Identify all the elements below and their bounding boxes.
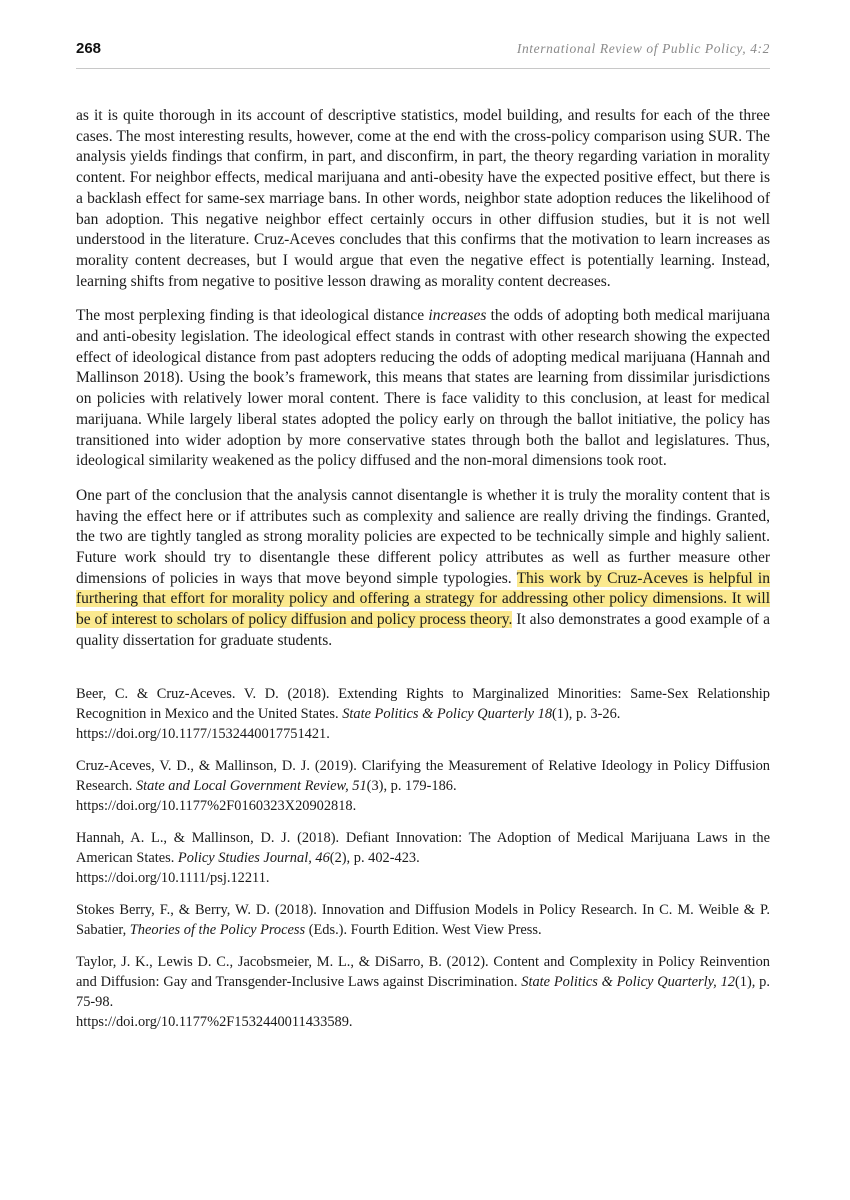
article-body: [76, 106, 770, 1044]
paragraph-1: [76, 106, 770, 292]
reference-doi-link[interactable]: https://doi.org/10.1177%2F0160323X20902818.: [76, 797, 357, 814]
header-rule: [76, 68, 770, 69]
paragraph-text: One part of the conclusion that the analysis cannot disentangle is whether it is truly the morality content that is having the effect here or if attributes such as complexity and salience are really driving the findings. Granted, the two are tightly tangled as strong morality policies are expected to be technically simple and highly salient. Future work should try to disentangle these different policy attributes as well as further measure other dimensions of policies in ways that move beyond simple typologies.: [76, 486, 770, 587]
reference-doi-link[interactable]: https://doi.org/10.1111/psj.12211.: [76, 869, 270, 886]
references-list: [76, 684, 770, 1032]
reference-text: Stokes Berry, F., & Berry, W. D. (2018). Innovation and Diffusion Models in Policy Research. In C. M. Weible & P. Sabatier,: [76, 901, 770, 938]
reference-journal: Policy Studies Journal, 46: [177, 849, 330, 866]
reference-doi-link[interactable]: https://doi.org/10.1177%2F1532440011433589.: [76, 1013, 353, 1030]
reference-text: (1), p. 3-26.: [552, 705, 621, 722]
reference-item: [76, 900, 770, 940]
reference-text: Beer, C. & Cruz-Aceves. V. D. (2018). Extending Rights to Marginalized Minorities: Same-Sex Relationship Recognition in Mexico and the United States.: [76, 685, 770, 722]
reference-text: (1), p. 75-98.: [76, 973, 770, 1010]
reference-text: (2), p. 402-423.: [329, 849, 420, 866]
reference-text: Cruz-Aceves, V. D., & Mallinson, D. J. (2019). Clarifying the Measurement of Relative Ideology in Policy Diffusion Research.: [76, 757, 770, 794]
page-header: [76, 40, 770, 57]
reference-book-title: Theories of the Policy Process: [129, 921, 306, 938]
paragraph-text: It also demonstrates a good example of a quality dissertation for graduate students.: [76, 611, 770, 649]
reference-item: [76, 684, 770, 744]
emphasis-text: increases: [428, 307, 487, 325]
reference-text: (3), p. 179-186.: [366, 777, 457, 794]
paragraph-3: [76, 486, 770, 652]
highlighted-text: This work by Cruz-Aceves is helpful in furthering that effort for morality policy and offering a strategy for addressing other policy dimensions. It will be of interest to scholars of policy diffusion and policy process theory.: [76, 569, 770, 629]
paragraph-text: as it is quite thorough in its account of descriptive statistics, model building, and results for each of the three cases. The most interesting results, however, come at the end with the cross-policy comparison using SUR. The analysis yields findings that confirm, in part, and disconfirm, in part, the theory regarding variation in morality content. For neighbor effects, medical marijuana and anti-obesity have the expected positive effect, but there is a backlash effect for same-sex marriage bans. In other words, neighbor state adoption reduces the likelihood of ban adoption. This negative neighbor effect certainly occurs in other diffusion studies, but it is not well understood in the literature. Cruz-Aceves concludes that this confirms that the motivation to learn increases as morality content decreases, but I would argue that even the negative effect is potentially learning. Instead, learning shifts from negative to positive lesson drawing as morality content decreases.: [76, 107, 770, 290]
reference-journal: State Politics & Policy Quarterly, 12: [521, 973, 735, 990]
reference-text: (Eds.). Fourth Edition. West View Press.: [305, 921, 542, 938]
paragraph-text: The most perplexing finding is that ideological distance: [76, 307, 429, 325]
reference-text: Taylor, J. K., Lewis D. C., Jacobsmeier, M. L., & DiSarro, B. (2012). Content and Complexity in Policy Reinvention and Diffusion: Gay and Transgender-Inclusive Laws against Discrimination.: [76, 953, 770, 990]
running-head-journal: International Review of Public Policy, 4:2: [516, 41, 770, 56]
reference-text: Hannah, A. L., & Mallinson, D. J. (2018). Defiant Innovation: The Adoption of Medical Marijuana Laws in the American States.: [76, 829, 770, 866]
paragraph-2: [76, 306, 770, 472]
page-number: 268: [76, 40, 102, 57]
reference-item: [76, 828, 770, 888]
paragraph-text: the odds of adopting both medical marijuana and anti-obesity legislation. The ideological effect stands in contrast with other research showing the expected effect of ideological distance from past adopters reducing the odds of adopting medical marijuana (Hannah and Mallinson 2018). Using the book’s framework, this means that states are learning from dissimilar jurisdictions on policies with relatively lower moral content. There is face validity to this conclusion, at least for medical marijuana. While largely liberal states adopted the policy early on through the ballot initiative, the policy has transitioned into wider adoption by more conservative states through both the ballot and legislatures. Thus, ideological similarity weakened as the policy diffused and the non-moral dimensions took root.: [76, 307, 770, 470]
reference-journal: State Politics & Policy Quarterly 18: [342, 705, 553, 722]
reference-item: [76, 952, 770, 1032]
reference-doi-link[interactable]: https://doi.org/10.1177/1532440017751421.: [76, 725, 330, 742]
reference-journal: State and Local Government Review, 51: [135, 777, 367, 794]
reference-item: [76, 756, 770, 816]
